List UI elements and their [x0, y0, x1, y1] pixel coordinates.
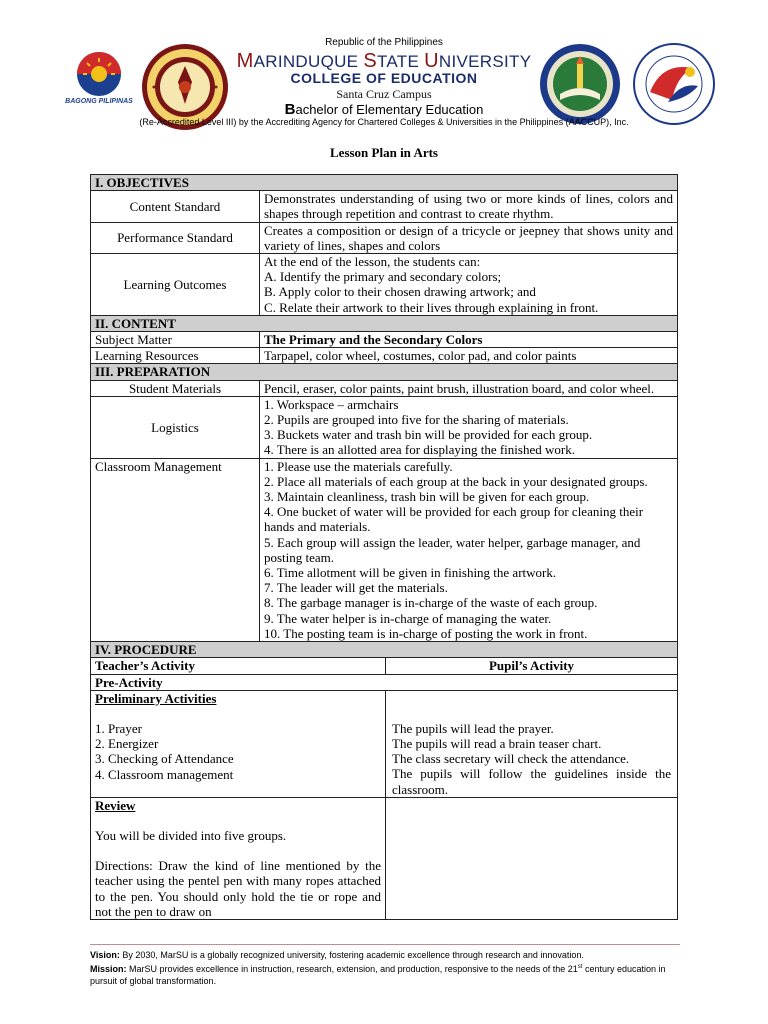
logistics-label: Logistics — [91, 396, 260, 458]
classroom-rule: 5. Each group will assign the leader, water helper, garbage manager, and posting team. — [264, 534, 641, 565]
bagong-pilipinas-text: BAGONG PILIPINAS — [65, 98, 133, 105]
learning-outcome-item: B. Apply color to their chosen drawing artwork; and — [264, 284, 536, 300]
logistics-item: 2. Pupils are grouped into five for the sharing of materials. — [264, 412, 569, 428]
republic-line: Republic of the Philippines — [325, 37, 443, 48]
classroom-rule: 10. The posting team is in-charge of posting the work in front. — [264, 625, 588, 641]
pre-activity-heading: Pre-Activity — [91, 674, 678, 690]
review-grouping: You will be divided into five groups. — [95, 827, 287, 843]
content-standard-text: Demonstrates understanding of using two or more kinds of lines, colors and shapes through repetition and contrast to create rhythm. — [260, 191, 678, 222]
classroom-rule: 4. One bucket of water will be provided for each group for cleaning their hands and materials. — [264, 504, 644, 535]
learning-resources-text: Tarpapel, color wheel, costumes, color pad, and color paints — [260, 348, 678, 364]
logistics-cell — [260, 396, 678, 458]
mission-text-end: century education in pursuit of global transformation. — [90, 964, 666, 986]
preliminary-teacher-cell — [91, 690, 386, 797]
mission-label: Mission: — [90, 964, 127, 974]
pupil-activity-header: Pupil’s Activity — [386, 658, 678, 674]
classroom-rule: 8. The garbage manager is in-charge of the waste of each group. — [264, 595, 598, 611]
learning-outcome-item: A. Identify the primary and secondary colors; — [264, 269, 502, 285]
logistics-item: 3. Buckets water and trash bin will be provided for each group. — [264, 427, 593, 443]
university-word-1: ARINDUQUE — [253, 52, 364, 71]
review-pupil-cell — [386, 797, 678, 919]
mission-text: MarSU provides excellence in instruction, research, extension, and production, responsive to the needs of the 21 — [129, 964, 578, 974]
classroom-management-cell — [260, 458, 678, 641]
learning-outcomes-label: Learning Outcomes — [91, 254, 260, 316]
footer — [90, 949, 680, 987]
university-initial-3: U — [424, 50, 439, 72]
classroom-rule: 3. Maintain cleanliness, trash bin will be given for each group. — [264, 489, 590, 505]
classroom-rule: 9. The water helper is in-charge of managing the water. — [264, 610, 552, 626]
learning-resources-label: Learning Resources — [91, 348, 260, 364]
content-standard-label: Content Standard — [91, 191, 260, 222]
review-heading: Review — [95, 797, 136, 813]
performance-standard-label: Performance Standard — [91, 222, 260, 253]
classroom-management-label: Classroom Management — [91, 458, 260, 641]
learning-outcome-item: C. Relate their artwork to their lives through explaining in front. — [264, 299, 599, 315]
pupil-response: The pupils will lead the prayer. — [392, 720, 554, 736]
pupil-response: The pupils will follow the guidelines inside the classroom. — [392, 766, 671, 797]
letterhead — [0, 0, 768, 135]
classroom-rule: 2. Place all materials of each group at the back in your designated groups. — [264, 473, 648, 489]
university-word-3: NIVERSITY — [438, 52, 532, 71]
preliminary-heading: Preliminary Activities — [95, 690, 217, 706]
procedure-heading: IV. PROCEDURE — [91, 642, 678, 658]
university-initial-1: M — [236, 50, 254, 72]
classroom-rule: 7. The leader will get the materials. — [264, 580, 448, 596]
university-initial-2: S — [363, 50, 377, 72]
footer-divider — [90, 944, 680, 945]
pupil-response: The class secretary will check the attendance. — [392, 751, 630, 767]
college-of-education-seal — [538, 42, 622, 126]
mission-superscript: st — [577, 964, 583, 970]
teacher-activity-header: Teacher’s Activity — [91, 658, 386, 674]
pupil-response: The pupils will read a brain teaser chart. — [392, 735, 602, 751]
objectives-heading: I. OBJECTIVES — [91, 175, 678, 191]
preliminary-item: 2. Energizer — [95, 736, 159, 752]
review-directions: Directions: Draw the kind of line mentioned by the teacher using the pentel pen with many ropes attached to the pen. You should only hold the tie or rope and not the pen to draw on — [95, 858, 381, 919]
logistics-item: 1. Workspace – armchairs — [264, 396, 399, 412]
subject-matter-label: Subject Matter — [91, 332, 260, 348]
college-name: COLLEGE OF EDUCATION — [290, 70, 478, 86]
review-teacher-cell — [91, 797, 386, 919]
learning-outcomes-intro: At the end of the lesson, the students can: — [264, 254, 481, 270]
vision-statement — [90, 949, 680, 961]
bagong-pilipinas-logo — [58, 46, 140, 110]
lesson-plan-title: Lesson Plan in Arts — [330, 145, 438, 160]
quality-award-seal — [632, 42, 716, 126]
accreditation-line: (Re-Accredited Level III) by the Accrediting Agency for Chartered Colleges & Universities in the Philippines (AACCUP), Inc. — [139, 117, 629, 127]
preliminary-item: 4. Classroom management — [95, 766, 234, 782]
vision-label: Vision: — [90, 950, 120, 960]
classroom-rule: 1. Please use the materials carefully. — [264, 458, 453, 474]
preliminary-pupil-cell — [386, 690, 678, 797]
campus-name: Santa Cruz Campus — [336, 87, 432, 101]
learning-outcomes-cell — [260, 254, 678, 316]
classroom-rule: 6. Time allotment will be given in finishing the artwork. — [264, 565, 557, 581]
vision-text: By 2030, MarSU is a globally recognized university, fostering academic excellence through research and innovation. — [122, 950, 584, 960]
preparation-heading: III. PREPARATION — [91, 364, 678, 380]
logistics-item: 4. There is an allotted area for displaying the finished work. — [264, 442, 575, 458]
performance-standard-text: Creates a composition or design of a tricycle or jeepney that shows unity and variety of lines, shapes and colors — [260, 222, 678, 253]
program-initial: B — [284, 101, 296, 118]
program-rest: achelor of Elementary Education — [295, 102, 484, 117]
university-word-2: TATE — [376, 52, 425, 71]
preliminary-item: 3. Checking of Attendance — [95, 751, 234, 767]
content-heading: II. CONTENT — [91, 315, 678, 331]
student-materials-text: Pencil, eraser, color paints, paint brush, illustration board, and color wheel. — [260, 380, 678, 396]
student-materials-label: Student Materials — [91, 380, 260, 396]
subject-matter-text: The Primary and the Secondary Colors — [260, 332, 678, 348]
lesson-plan-table — [90, 174, 678, 920]
mission-statement — [90, 961, 680, 987]
preliminary-item: 1. Prayer — [95, 720, 142, 736]
program-name — [200, 101, 568, 118]
